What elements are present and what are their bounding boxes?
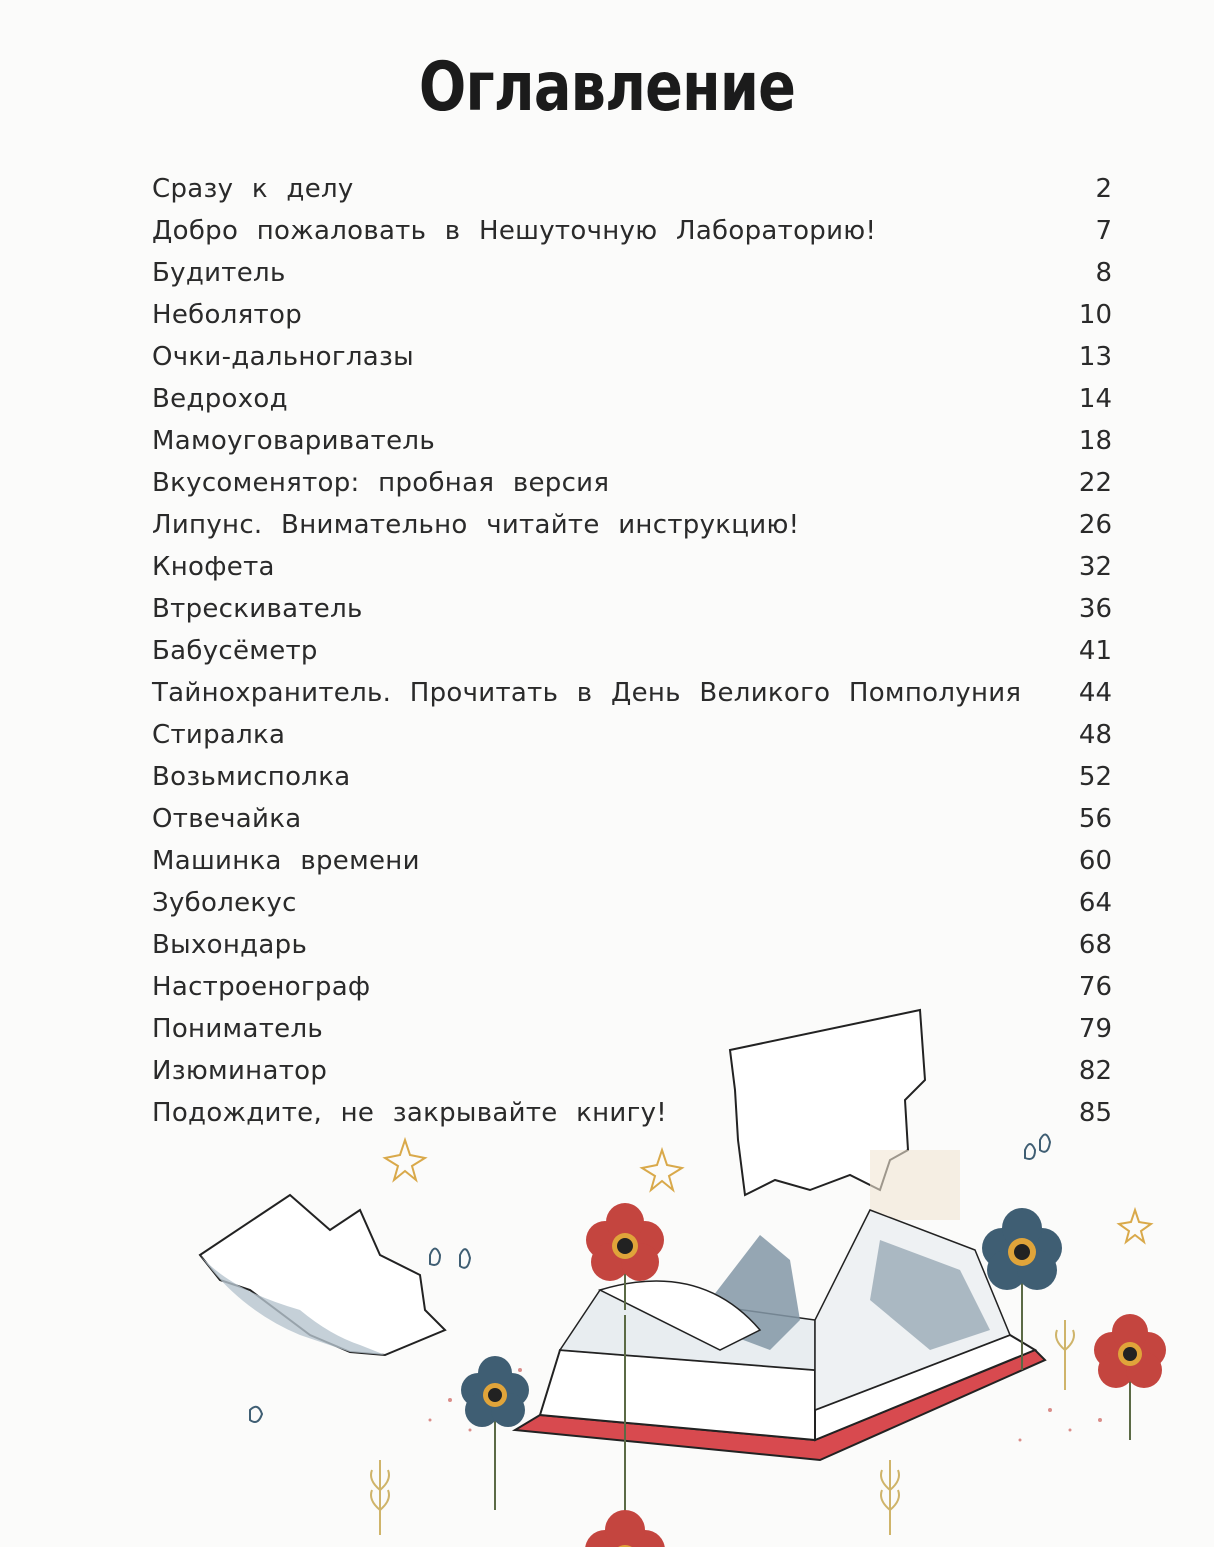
toc-entry-title: Изюминатор: [152, 1056, 328, 1086]
toc-entry-title: Очки-дальноглазы: [152, 342, 414, 372]
toc-entry-page: 36: [1078, 594, 1112, 624]
toc-entry-title: Подождите, не закрывайте книгу!: [152, 1098, 667, 1128]
toc-entry-title: Кнофета: [152, 552, 275, 582]
toc-entry[interactable]: [152, 588, 1112, 630]
toc-entry[interactable]: [152, 546, 1112, 588]
toc-entry-title: Будитель: [152, 258, 286, 288]
star-icon: [1119, 1210, 1151, 1242]
toc-entry-page: 10: [1078, 300, 1112, 330]
toc-entry-title: Отвечайка: [152, 804, 302, 834]
toc-entry[interactable]: [152, 882, 1112, 924]
toc-entry-page: 79: [1078, 1014, 1112, 1044]
toc-entry[interactable]: [152, 714, 1112, 756]
flower-blue-left: [461, 1356, 529, 1510]
toc-entry[interactable]: [152, 252, 1112, 294]
toc-entry-title: Неболятор: [152, 300, 303, 330]
toc-entry-page: 82: [1078, 1056, 1112, 1086]
toc-entry[interactable]: [152, 672, 1112, 714]
toc-entry-title: Выхондарь: [152, 930, 308, 960]
toc-entry-page: 2: [1095, 174, 1112, 204]
toc-entry-title: Сразу к делу: [152, 174, 354, 204]
toc-entry-title: Вкусоменятор: пробная версия: [152, 468, 610, 498]
toc-entry[interactable]: [152, 924, 1112, 966]
toc-entry-page: 7: [1095, 216, 1112, 246]
toc-entry-page: 41: [1078, 636, 1112, 666]
toc-entry[interactable]: [152, 462, 1112, 504]
toc-entry[interactable]: [152, 798, 1112, 840]
toc-entry-title: Ведроход: [152, 384, 288, 414]
toc-entry-page: 22: [1078, 468, 1112, 498]
toc-entry-title: Втрескиватель: [152, 594, 363, 624]
toc-entry-page: 52: [1078, 762, 1112, 792]
toc-entry-page: 48: [1078, 720, 1112, 750]
star-icon: [642, 1150, 682, 1190]
flying-page-left: [200, 1195, 445, 1355]
toc-entry-page: 13: [1078, 342, 1112, 372]
toc-entry[interactable]: [152, 210, 1112, 252]
toc-entry-title: Зуболекус: [152, 888, 297, 918]
toc-entry[interactable]: [152, 504, 1112, 546]
toc-entry[interactable]: [152, 168, 1112, 210]
flower-red-right: [1094, 1314, 1166, 1440]
page-title: Оглавление: [418, 48, 796, 127]
toc-entry-title: Возьмисполка: [152, 762, 351, 792]
toc-entry-title: Добро пожаловать в Нешуточную Лабораторию!: [152, 216, 877, 246]
toc-entry-page: 26: [1078, 510, 1112, 540]
toc-entry-page: 68: [1078, 930, 1112, 960]
toc-entry-page: 44: [1078, 678, 1112, 708]
toc-entry-title: Стиралка: [152, 720, 286, 750]
toc-entry[interactable]: [152, 378, 1112, 420]
toc-entry[interactable]: [152, 630, 1112, 672]
book-illustration: [0, 990, 1214, 1547]
toc-entry-page: 76: [1078, 972, 1112, 1002]
toc-entry-page: 8: [1095, 258, 1112, 288]
toc-entry-page: 85: [1078, 1098, 1112, 1128]
toc-entry-title: Пониматель: [152, 1014, 323, 1044]
toc-entry-page: 14: [1078, 384, 1112, 414]
toc-entry-title: Тайнохранитель. Прочитать в День Великого Помполуния: [152, 678, 1022, 708]
toc-entry[interactable]: [152, 756, 1112, 798]
toc-entry-title: Мамоуговариватель: [152, 426, 435, 456]
toc-entry[interactable]: [152, 420, 1112, 462]
toc-entry-title: Настроенограф: [152, 972, 371, 1002]
toc-entry-title: Бабусёметр: [152, 636, 318, 666]
toc-entry[interactable]: [152, 336, 1112, 378]
toc-entry-title: Машинка времени: [152, 846, 420, 876]
toc-entry[interactable]: [152, 294, 1112, 336]
toc-entry-title: Липунс. Внимательно читайте инструкцию!: [152, 510, 800, 540]
toc-entry-page: 60: [1078, 846, 1112, 876]
toc-entry-page: 18: [1078, 426, 1112, 456]
star-icon: [385, 1140, 425, 1180]
toc-entry-page: 64: [1078, 888, 1112, 918]
flying-page-top: [730, 1010, 960, 1220]
toc-entry-page: 32: [1078, 552, 1112, 582]
toc-entry[interactable]: [152, 840, 1112, 882]
toc-entry-page: 56: [1078, 804, 1112, 834]
